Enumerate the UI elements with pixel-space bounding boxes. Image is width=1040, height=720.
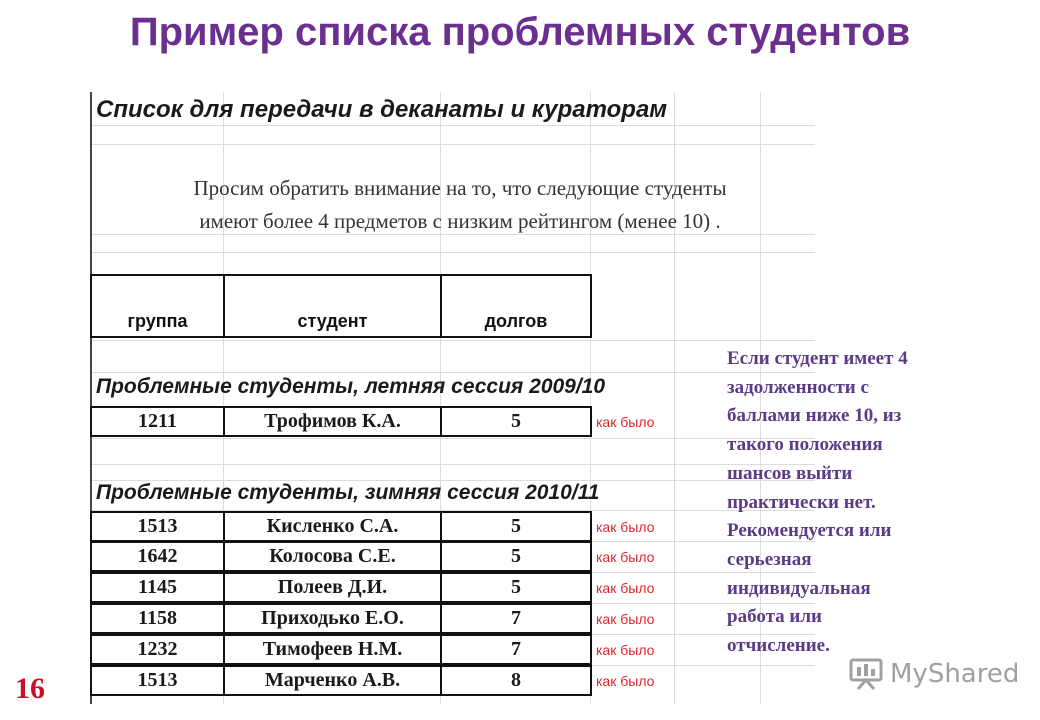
commentary-line: отчисление.: [727, 635, 830, 657]
cell-group: 1145: [90, 572, 225, 603]
cell-group: 1513: [90, 511, 225, 542]
cell-group: 1232: [90, 634, 225, 665]
cell-note: как было: [596, 642, 655, 658]
cell-debts: 5: [440, 572, 592, 603]
cell-debts: 8: [440, 665, 592, 696]
cell-note: как было: [596, 519, 655, 535]
cell-debts: 5: [440, 406, 592, 437]
cell-note: как было: [596, 673, 655, 689]
sheet-note: [110, 172, 810, 238]
note-line-1: Просим обратить внимание на то, что следующие студенты: [193, 176, 727, 200]
commentary-text: [727, 345, 987, 661]
cell-student: Полеев Д.И.: [223, 572, 442, 603]
header-debts: долгов: [440, 274, 592, 338]
note-line-2: имеют более 4 предметов с низким рейтингом (менее 10) .: [199, 209, 721, 233]
commentary-line: шансов выйти: [727, 462, 853, 484]
commentary-line: серьезная: [727, 548, 812, 570]
cell-debts: 7: [440, 634, 592, 665]
commentary-line: такого положения: [727, 434, 883, 456]
presentation-icon: [848, 657, 884, 691]
section-title-summer: Проблемные студенты, летняя сессия 2009/10: [96, 375, 606, 398]
commentary-line: баллами ниже 10, из: [727, 405, 902, 427]
cell-student: Трофимов К.А.: [223, 406, 442, 437]
cell-note: как было: [596, 414, 655, 430]
cell-group: 1158: [90, 603, 225, 634]
cell-debts: 7: [440, 603, 592, 634]
commentary-line: практически нет.: [727, 491, 876, 513]
header-student: студент: [223, 274, 442, 338]
cell-group: 1642: [90, 541, 225, 572]
cell-debts: 5: [440, 541, 592, 572]
cell-student: Кисленко С.А.: [223, 511, 442, 542]
myshared-logo: [848, 657, 1019, 691]
commentary-line: Если студент имеет 4: [727, 348, 908, 369]
spreadsheet-image: [90, 92, 815, 704]
logo-text: MyShared: [890, 659, 1020, 689]
commentary-line: индивидуальная: [727, 577, 871, 599]
header-group: группа: [90, 274, 225, 338]
sheet-title: Список для передачи в деканаты и кураторам: [96, 96, 668, 123]
cell-note: как было: [596, 549, 655, 565]
cell-note: как было: [596, 580, 655, 596]
cell-student: Марченко А.В.: [223, 665, 442, 696]
commentary-line: Рекомендуется или: [727, 520, 892, 542]
cell-note: как было: [596, 611, 655, 627]
cell-debts: 5: [440, 511, 592, 542]
commentary-line: задолженности с: [727, 376, 869, 398]
cell-student: Колосова С.Е.: [223, 541, 442, 572]
cell-student: Приходько Е.О.: [223, 603, 442, 634]
cell-group: 1211: [90, 406, 225, 437]
slide-title: Пример списка проблемных студентов: [129, 10, 911, 54]
section-title-winter: Проблемные студенты, зимняя сессия 2010/11: [96, 481, 600, 504]
cell-group: 1513: [90, 665, 225, 696]
commentary-line: работа или: [727, 606, 822, 628]
page-number: 16: [15, 672, 45, 705]
cell-student: Тимофеев Н.М.: [223, 634, 442, 665]
